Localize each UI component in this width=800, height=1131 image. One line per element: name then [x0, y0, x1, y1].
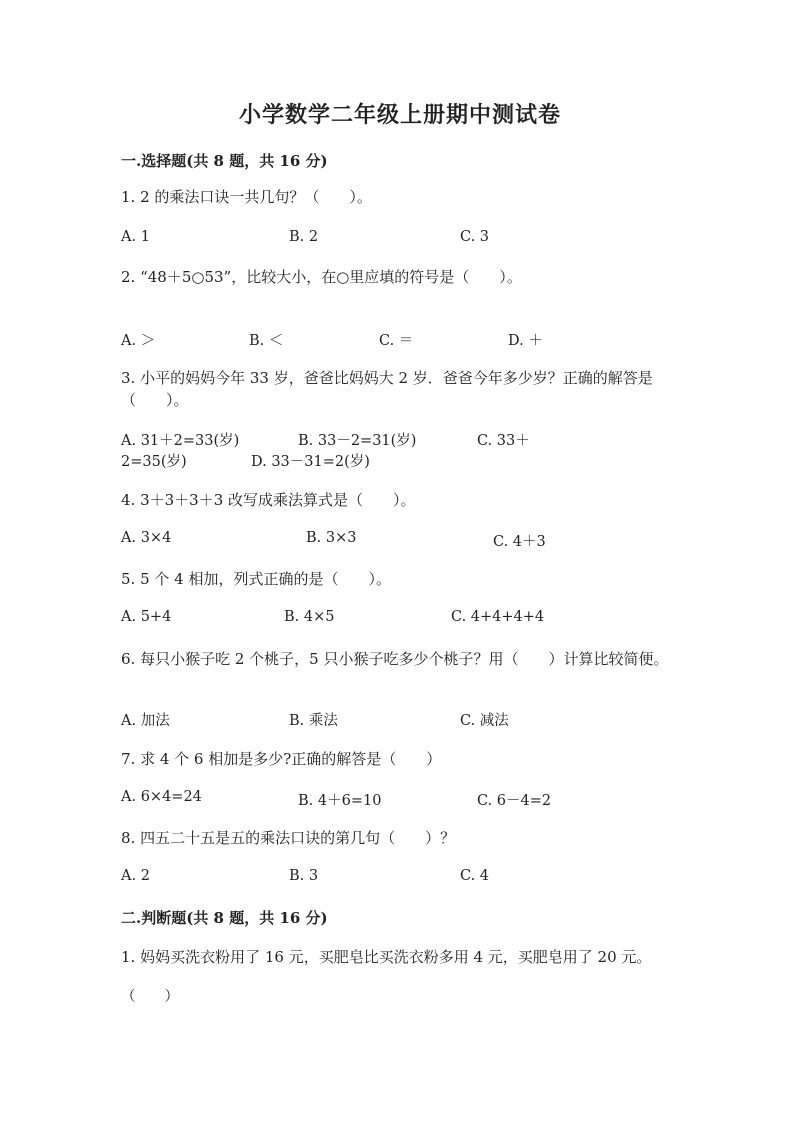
q7-option-c: C. 6－4=2 — [477, 793, 552, 809]
q8-option-b: B. 3 — [289, 868, 319, 884]
q7-option-b: B. 4＋6=10 — [298, 793, 382, 809]
q4-option-a: A. 3×4 — [121, 530, 172, 546]
q6-option-c: C. 减法 — [460, 713, 509, 729]
q1-option-b: B. 2 — [289, 229, 319, 245]
q2-option-b: B. ＜ — [249, 333, 284, 349]
section-heading-choice: 一.选择题(共 8 题，共 16 分) — [121, 152, 328, 170]
question-6: 6. 每只小猴子吃 2 个桃子，5 只小猴子吃多少个桃子？用（ ）计算比较简便。 — [121, 650, 669, 668]
question-2: 2. “48＋5○53”，比较大小，在○里应填的符号是（ ）。 — [121, 268, 522, 286]
q3-option-b: B. 33－2=31(岁) — [298, 433, 417, 449]
q3-option-d: D. 33－31=2(岁) — [251, 454, 370, 470]
section-heading-judgment: 二.判断题(共 8 题，共 16 分) — [121, 909, 328, 927]
judgment-1-answer-blank: （ ） — [121, 989, 179, 1005]
q3-option-a: A. 31＋2=33(岁) — [121, 433, 240, 449]
q8-option-a: A. 2 — [121, 868, 150, 884]
judgment-question-1: 1. 妈妈买洗衣粉用了 16 元，买肥皂比买洗衣粉多用 4 元，买肥皂用了 20 元。 — [121, 948, 652, 966]
q5-option-a: A. 5+4 — [121, 609, 172, 625]
q1-option-a: A. 1 — [121, 229, 150, 245]
q8-option-c: C. 4 — [460, 868, 490, 884]
question-1: 1. 2 的乘法口诀一共几句？（ ）。 — [121, 188, 372, 206]
page-title: 小学数学二年级上册期中测试卷 — [238, 102, 561, 128]
q4-option-b: B. 3×3 — [306, 530, 357, 546]
question-3: 3. 小平的妈妈今年 33 岁，爸爸比妈妈大 2 岁．爸爸今年多少岁？正确的解答是（ ）。 — [121, 369, 653, 409]
q6-option-a: A. 加法 — [121, 713, 170, 729]
question-4: 4. 3＋3＋3＋3 改写成乘法算式是（ ）。 — [121, 491, 416, 509]
q3-option-c: C. 33＋ — [477, 433, 530, 449]
question-5: 5. 5 个 4 相加，列式正确的是（ ）。 — [121, 570, 391, 588]
q2-option-d: D. ＋ — [508, 333, 543, 349]
q2-option-c: C. ＝ — [379, 333, 414, 349]
question-8: 8. 四五二十五是五的乘法口诀的第几句（ ）？ — [121, 829, 456, 847]
q5-option-c: C. 4+4+4+4 — [451, 609, 545, 625]
q3-option-c-continued: 2=35(岁) — [121, 454, 187, 470]
q5-option-b: B. 4×5 — [284, 609, 335, 625]
q2-option-a: A. ＞ — [121, 333, 156, 349]
q6-option-b: B. 乘法 — [289, 713, 338, 729]
q4-option-c: C. 4＋3 — [493, 534, 546, 550]
q7-option-a: A. 6×4=24 — [121, 789, 202, 805]
question-7: 7. 求 4 个 6 相加是多少?正确的解答是（ ） — [121, 750, 442, 768]
q1-option-c: C. 3 — [460, 229, 490, 245]
